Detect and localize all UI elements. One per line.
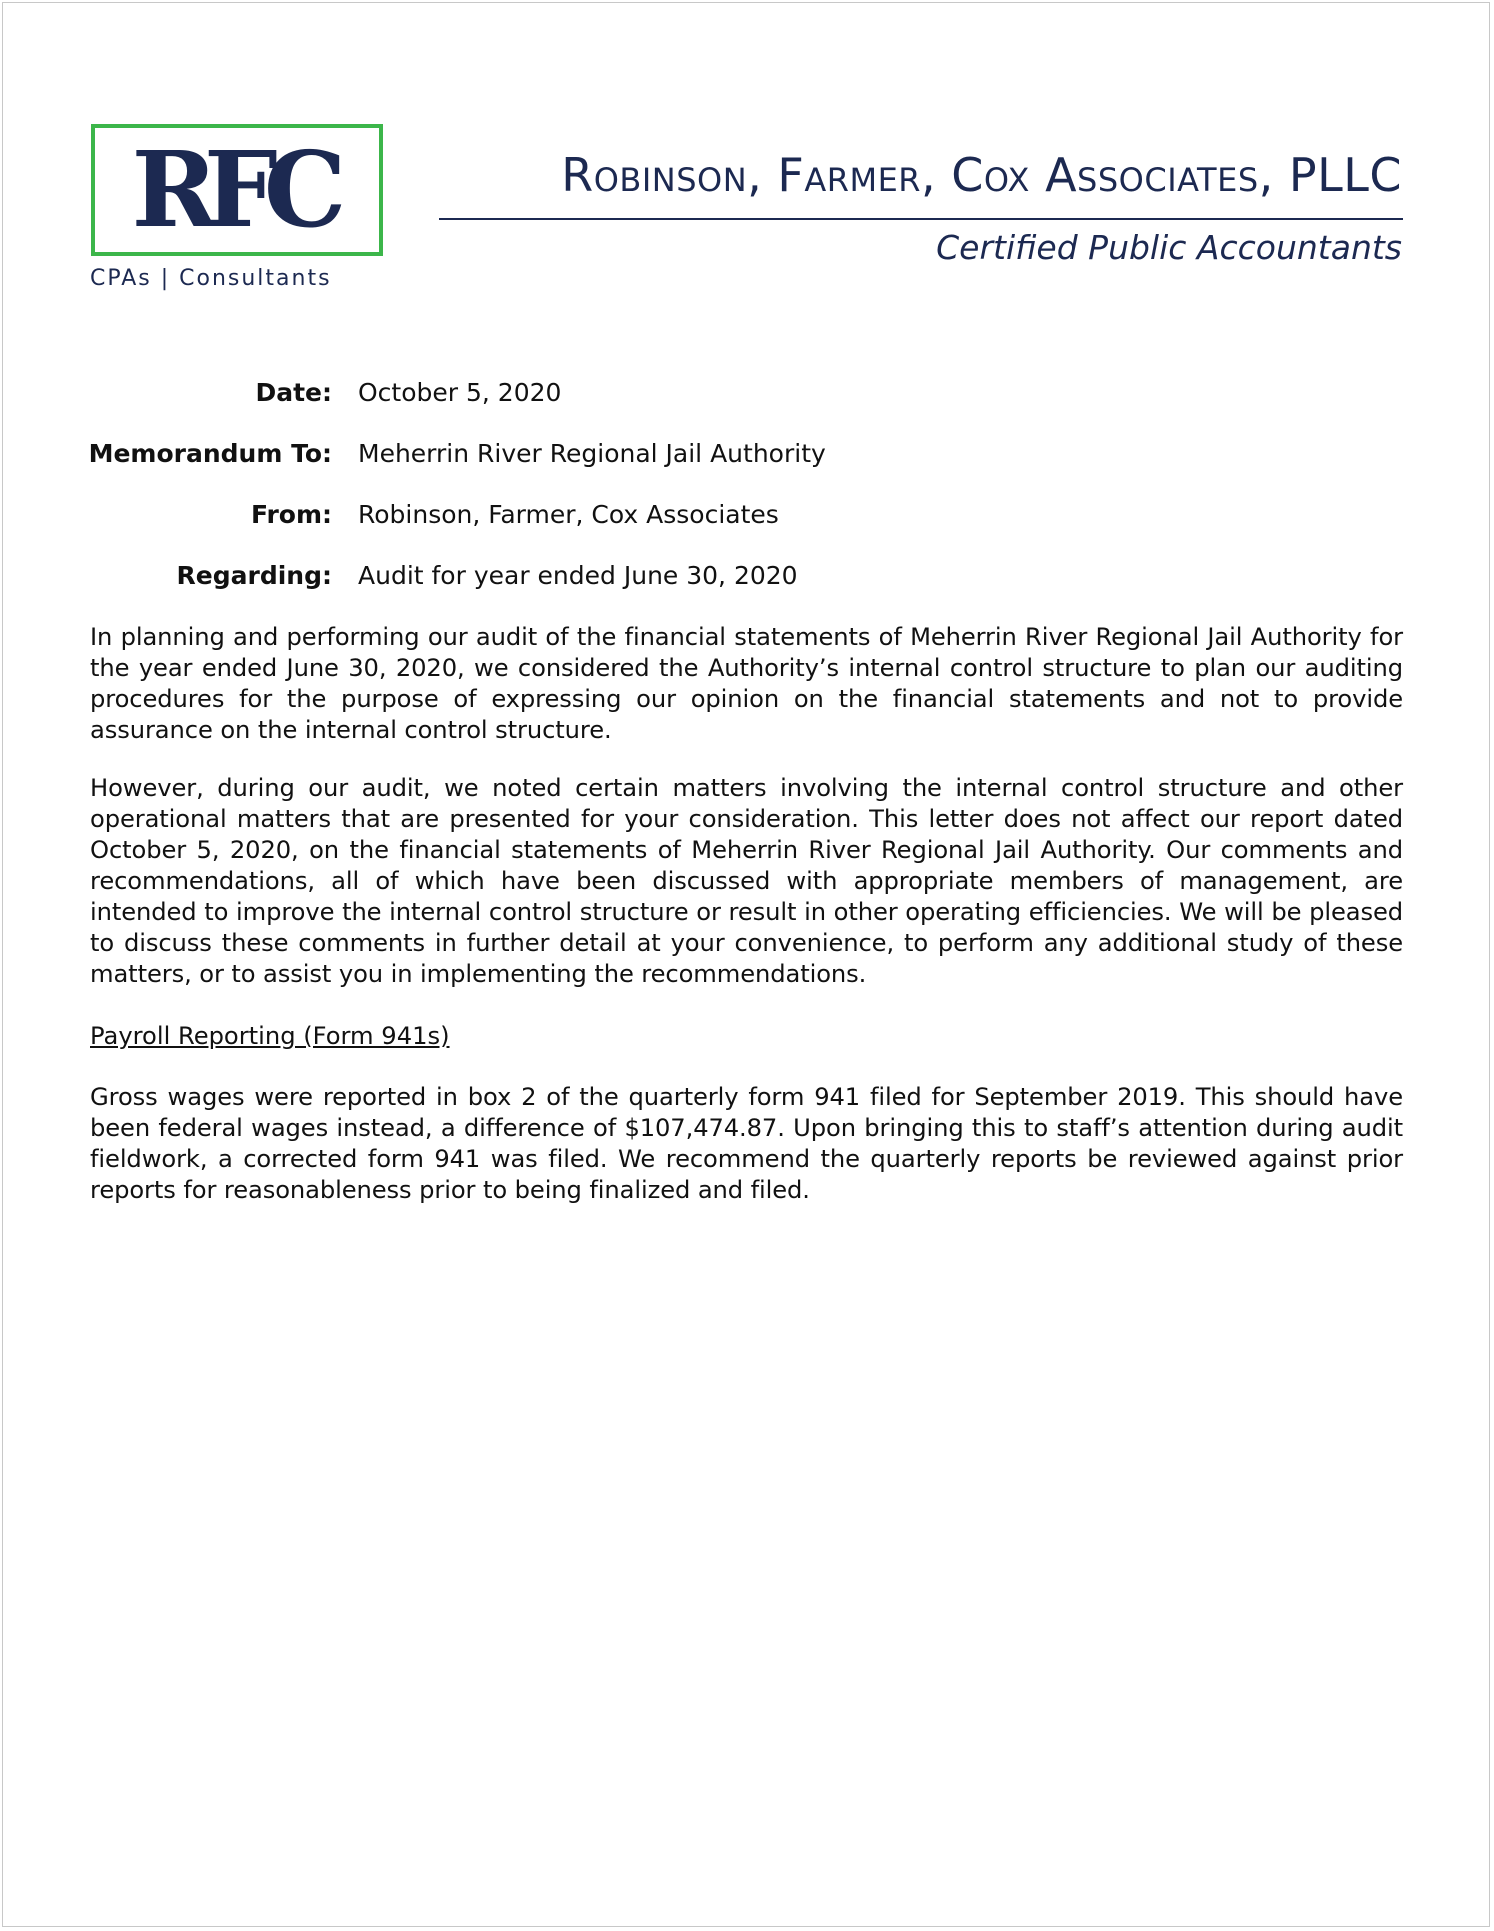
logo-tagline: CPAs | Consultants — [90, 266, 332, 291]
body-paragraph-2: However, during our audit, we noted certain matters involving the internal control structure and other operational matters that are presented for your consideration. This letter does not affect our report dated October 5, 2020, on the financial statements of Meherrin River Regional Jail Authority. Our comments and recommendations, all of which have been discussed with appropriate members of management, are intended to improve the internal control structure or result in other operating efficiencies. We will be pleased to discuss these comments in further detail at your convenience, to perform any additional study of these matters, or to assist you in implementing the recommendations. — [90, 774, 1403, 988]
body-paragraph-1: In planning and performing our audit of the financial statements of Meherrin River Regional Jail Authority for the year ended June 30, 2020, we considered the Authority’s internal control structure to plan our auditing procedures for the purpose of expressing our opinion on the financial statements and not to provide assurance on the internal control structure. — [90, 623, 1403, 744]
body-paragraph-3: Gross wages were reported in box 2 of the quarterly form 941 filed for September 2019. This should have been federal wages instead, a difference of $107,474.87. Upon bringing this to staff’s attention during audit fieldwork, a corrected form 941 was filed. We recommend the quarterly reports be reviewed against prior reports for reasonableness prior to being finalized and filed. — [90, 1083, 1403, 1204]
memo-from-label: From: — [250, 500, 332, 529]
memo-regarding-row — [0, 561, 1494, 591]
rfc-logo: RFC — [131, 128, 333, 251]
memo-date-value: October 5, 2020 — [358, 378, 562, 407]
memo-to-row — [0, 439, 1494, 469]
section-heading-payroll: Payroll Reporting (Form 941s) — [90, 1022, 450, 1050]
memo-date-label: Date: — [255, 378, 332, 407]
firm-name: Robinson, Farmer, Cox Associates, PLLC — [561, 148, 1402, 202]
memo-regarding-value: Audit for year ended June 30, 2020 — [358, 561, 798, 590]
memo-to-value: Meherrin River Regional Jail Authority — [358, 439, 826, 468]
memo-regarding-label: Regarding: — [176, 561, 332, 590]
memo-from-value: Robinson, Farmer, Cox Associates — [358, 500, 779, 529]
memo-to-label: Memorandum To: — [88, 439, 332, 468]
memo-from-row — [0, 500, 1494, 530]
letterhead-divider — [439, 218, 1403, 220]
memo-date-row — [0, 378, 1494, 408]
firm-subtitle: Certified Public Accountants — [936, 228, 1402, 267]
